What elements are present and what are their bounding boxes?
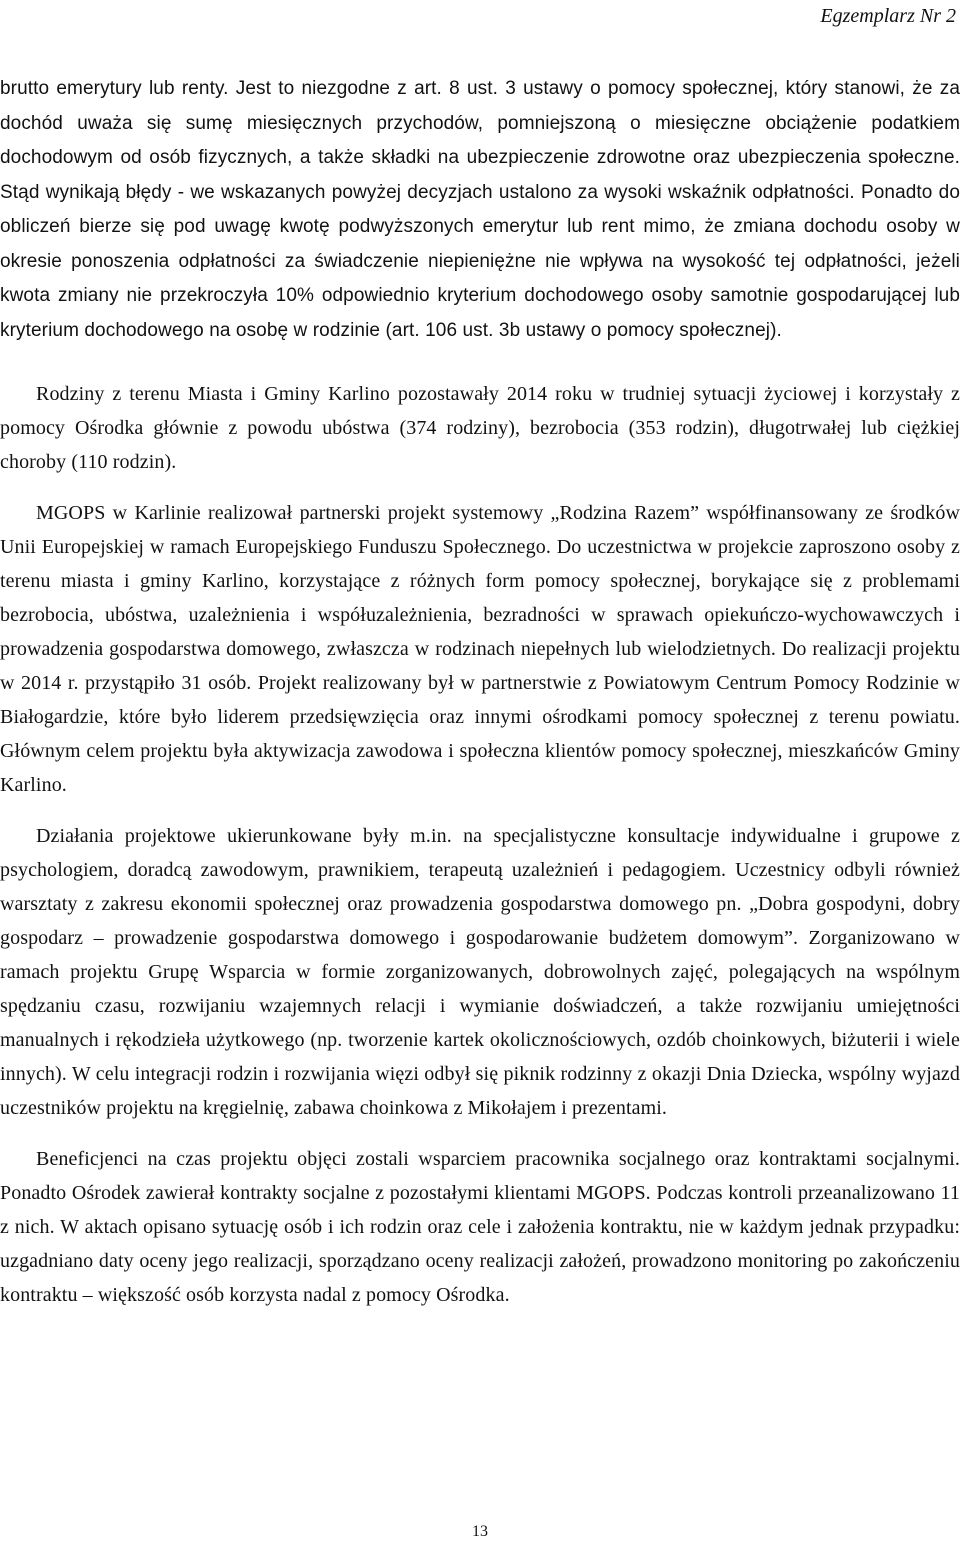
page-number: 13 (472, 1523, 488, 1540)
paragraph-families-situation: Rodziny z terenu Miasta i Gminy Karlino pozostawały 2014 roku w trudniej sytuacji życiowej i korzystały z pomocy Ośrodka głównie z powodu ubóstwa (374 rodziny), bezrobocia (353 rodzin), długotrwałej lub ciężkiej choroby (110 rodzin). (0, 383, 960, 473)
paragraph-project-description: MGOPS w Karlinie realizował partnerski projekt systemowy „Rodzina Razem” współfinansowany ze środków Unii Europejskiej w ramach Europejskiego Funduszu Społecznego. Do uczestnictwa w projekcie zaproszono osoby z terenu miasta i gminy Karlino, korzystające z różnych form pomocy społecznej, borykające się z problemami bezrobocia, ubóstwa, uzależnienia i współuzależnienia, bezradności w sprawach opiekuńczo-wychowawczych i prowadzenia gospodarstwa domowego, zwłaszcza w rodzinach niepełnych lub wielodzietnych. Do realizacji projektu w 2014 r. przystąpiło 31 osób. Projekt realizowany był w partnerstwie z Powiatowym Centrum Pomocy Rodzinie w Białogardzie, które było liderem przedsięwzięcia oraz innymi ośrodkami pomocy społecznej z terenu powiatu. Głównym celem projektu była aktywizacja zawodowa i społeczna klientów pomocy społecznej, mieszkańców Gminy Karlino. (0, 502, 960, 796)
paragraph-beneficiaries: Beneficjenci na czas projektu objęci zostali wsparciem pracownika socjalnego oraz kontraktami socjalnymi. Ponadto Ośrodek zawierał kontrakty socjalne z pozostałymi klientami MGOPS. Podczas kontroli przeanalizowano 11 z nich. W aktach opisano sytuację osób i ich rodzin oraz cele i założenia kontraktu, nie w każdym jednak przypadku: uzgadniano daty oceny jego realizacji, sporządzano oceny realizacji założeń, prowadzono monitoring po zakończeniu kontraktu – większość osób korzysta nadal z pomocy Ośrodka. (0, 1148, 960, 1306)
paragraph-project-activities: Działania projektowe ukierunkowane były m.in. na specjalistyczne konsultacje indywidualne i grupowe z psychologiem, doradcą zawodowym, prawnikiem, terapeutą uzależnień i pedagogiem. Uczestnicy odbyli również warsztaty z zakresu ekonomii społecznej oraz prowadzenia gospodarstwa domowego pn. „Dobra gospodyni, dobry gospodarz – prowadzenie gospodarstwa domowego i gospodarowanie budżetem domowym”. Zorganizowano w ramach projektu Grupę Wsparcia w formie zorganizowanych, dobrowolnych zajęć, polegających na wspólnym spędzaniu czasu, rozwijaniu wzajemnych relacji i wymianie doświadczeń, a także rozwijaniu umiejętności manualnych i rękodzieła użytkowego (np. tworzenie kartek okolicznościowych, ozdób choinkowych, biżuterii i wiele innych). W celu integracji rodzin i rozwijania więzi odbył się piknik rodzinny z okazji Dnia Dziecka, wspólny wyjazd uczestników projektu na kręgielnię, zabawa choinkowa z Mikołajem i prezentami. (0, 825, 960, 1119)
paragraph-income-calculation: brutto emerytury lub renty. Jest to niezgodne z art. 8 ust. 3 ustawy o pomocy społecznej, który stanowi, że za dochód uważa się sumę miesięcznych przychodów, pomniejszoną o miesięczne obciążenie podatkiem dochodowym od osób fizycznych, a także składki na ubezpieczenie zdrowotne oraz ubezpieczenia społeczne. Stąd wynikają błędy - we wskazanych powyżej decyzjach ustalono za wysoki wskaźnik odpłatności. Ponadto do obliczeń bierze się pod uwagę kwotę podwyższonych emerytur lub rent mimo, że zmiana dochodu osoby w okresie ponoszenia odpłatności za świadczenie niepieniężne nie wpływa na wysokość tej odpłatności, jeżeli kwota zmiany nie przekroczyła 10% odpowiednio kryterium dochodowego osoby samotnie gospodarującej lub kryterium dochodowego na osobę w rodzinie (art. 106 ust. 3b ustawy o pomocy społecznej). (0, 78, 960, 341)
document-body (0, 72, 960, 1312)
copy-number-label: Egzemplarz Nr 2 (820, 5, 956, 27)
